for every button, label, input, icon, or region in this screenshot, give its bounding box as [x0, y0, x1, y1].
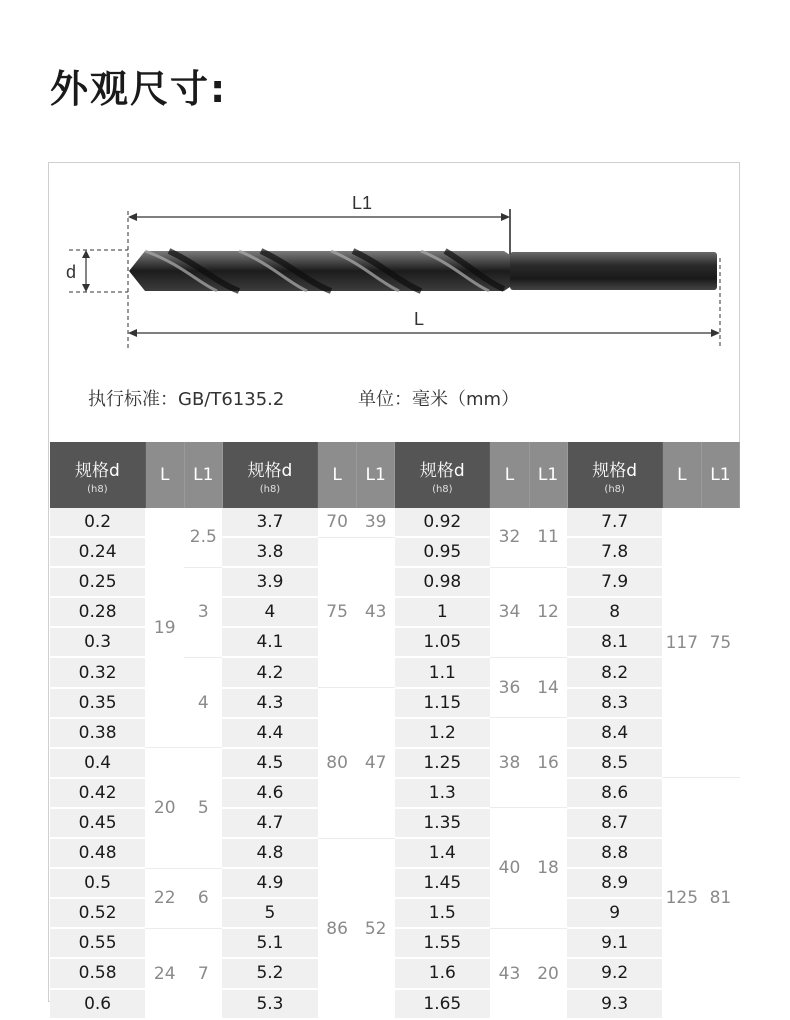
spec-d-cell: 8.2 [567, 657, 662, 687]
header-l: L [490, 442, 529, 508]
header-l: L [662, 442, 701, 508]
length-l-cell: 40 [490, 808, 529, 928]
length-l1-cell: 11 [529, 508, 567, 567]
spec-d-cell: 7.7 [567, 508, 662, 537]
spec-d-cell: 4.4 [222, 718, 317, 748]
spec-d-cell: 8.8 [567, 838, 662, 868]
length-l1-cell: 12 [529, 567, 567, 657]
length-l-cell: 19 [145, 508, 184, 748]
length-l-cell: 70 [318, 508, 357, 537]
spec-d-cell: 0.3 [50, 627, 145, 657]
spec-d-cell: 8.9 [567, 868, 662, 898]
spec-d-cell: 1.6 [395, 958, 490, 988]
table-row [50, 868, 740, 898]
length-l1-cell: 3 [184, 567, 222, 657]
table-row [50, 928, 740, 958]
length-l-cell: 20 [145, 748, 184, 868]
spec-d-cell: 0.92 [395, 508, 490, 537]
spec-d-cell: 1.15 [395, 688, 490, 718]
spec-d-cell: 8 [567, 597, 662, 627]
spec-d-cell: 4.3 [222, 688, 317, 718]
drill-bit-diagram [49, 163, 739, 378]
length-l-cell: 34 [490, 567, 529, 657]
page-title: 外观尺寸: [50, 67, 228, 111]
spec-d-cell: 0.95 [395, 537, 490, 567]
spec-d-cell: 0.42 [50, 778, 145, 808]
spec-d-cell: 0.35 [50, 688, 145, 718]
spec-d-cell: 7.8 [567, 537, 662, 567]
length-l1-cell: 5 [184, 748, 222, 868]
spec-d-cell: 0.98 [395, 567, 490, 597]
spec-d-cell: 8.5 [567, 748, 662, 778]
length-l1-cell: 6 [184, 868, 222, 928]
length-l-cell: 32 [490, 508, 529, 567]
header-l1: L1 [701, 442, 739, 508]
spec-d-cell: 0.38 [50, 718, 145, 748]
spec-d-cell: 0.58 [50, 958, 145, 988]
spec-d-cell: 0.2 [50, 508, 145, 537]
spec-table [50, 442, 740, 1020]
header-row [50, 442, 740, 508]
spec-d-cell: 8.7 [567, 808, 662, 838]
length-l-cell: 43 [490, 928, 529, 1018]
spec-d-cell: 1.25 [395, 748, 490, 778]
spec-d-cell: 8.4 [567, 718, 662, 748]
spec-d-cell: 1 [395, 597, 490, 627]
length-l1-cell: 2.5 [184, 508, 222, 567]
length-l1-cell: 16 [529, 718, 567, 808]
spec-d-cell: 5 [222, 898, 317, 928]
length-l1-cell: 75 [701, 508, 739, 778]
spec-d-cell: 1.45 [395, 868, 490, 898]
spec-d-cell: 4.6 [222, 778, 317, 808]
spec-d-cell: 8.1 [567, 627, 662, 657]
standard-text: 执行标准：GB/T6135.2 [88, 389, 285, 410]
spec-d-cell: 0.28 [50, 597, 145, 627]
spec-d-cell: 8.6 [567, 778, 662, 808]
spec-d-cell: 1.05 [395, 627, 490, 657]
header-l: L [318, 442, 357, 508]
d-label: d [65, 262, 77, 282]
length-l-cell: 80 [318, 688, 357, 838]
spec-d-cell: 3.9 [222, 567, 317, 597]
header-l1: L1 [357, 442, 395, 508]
spec-d-cell: 1.3 [395, 778, 490, 808]
spec-d-cell: 4.1 [222, 627, 317, 657]
l1-label: L1 [351, 193, 373, 213]
table-row [50, 508, 740, 537]
spec-d-cell: 0.4 [50, 748, 145, 778]
l-label: L [413, 309, 425, 329]
spec-d-cell: 4.8 [222, 838, 317, 868]
drill-shank [510, 252, 717, 290]
spec-d-cell: 9.2 [567, 958, 662, 988]
spec-d-cell: 5.1 [222, 928, 317, 958]
spec-d-cell: 4 [222, 597, 317, 627]
header-spec-d: 规格d (h8) [395, 442, 490, 508]
length-l-cell: 24 [145, 928, 184, 1018]
spec-d-cell: 0.6 [50, 989, 145, 1019]
length-l-cell: 86 [318, 838, 357, 1019]
spec-d-cell: 0.5 [50, 868, 145, 898]
length-l-cell: 117 [662, 508, 701, 778]
length-l1-cell: 4 [184, 657, 222, 747]
spec-d-cell: 4.7 [222, 808, 317, 838]
length-l1-cell: 7 [184, 928, 222, 1018]
header-l1: L1 [529, 442, 567, 508]
spec-d-cell: 4.9 [222, 868, 317, 898]
spec-d-cell: 1.5 [395, 898, 490, 928]
length-l1-cell: 39 [357, 508, 395, 537]
header-spec-d: 规格d (h8) [567, 442, 662, 508]
spec-d-cell: 5.3 [222, 989, 317, 1019]
spec-d-cell: 0.55 [50, 928, 145, 958]
table-row [50, 748, 740, 778]
spec-d-cell: 0.32 [50, 657, 145, 687]
spec-d-cell: 1.55 [395, 928, 490, 958]
spec-d-cell: 3.7 [222, 508, 317, 537]
spec-d-cell: 1.1 [395, 657, 490, 687]
length-l-cell: 38 [490, 718, 529, 808]
length-l1-cell: 81 [701, 778, 739, 1019]
length-l1-cell: 20 [529, 928, 567, 1018]
length-l1-cell: 47 [357, 688, 395, 838]
unit-text: 单位：毫米（mm） [358, 389, 520, 410]
length-l1-cell: 52 [357, 838, 395, 1019]
spec-d-cell: 0.45 [50, 808, 145, 838]
header-l1: L1 [184, 442, 222, 508]
spec-table-body [50, 508, 740, 1019]
header-l: L [145, 442, 184, 508]
spec-d-cell: 0.52 [50, 898, 145, 928]
spec-d-cell: 1.4 [395, 838, 490, 868]
length-l1-cell: 43 [357, 537, 395, 687]
length-l-cell: 22 [145, 868, 184, 928]
spec-d-cell: 9 [567, 898, 662, 928]
spec-d-cell: 1.65 [395, 989, 490, 1019]
spec-d-cell: 0.48 [50, 838, 145, 868]
spec-d-cell: 0.25 [50, 567, 145, 597]
length-l-cell: 36 [490, 657, 529, 717]
spec-d-cell: 4.2 [222, 657, 317, 687]
header-spec-d: 规格d (h8) [222, 442, 317, 508]
spec-d-cell: 7.9 [567, 567, 662, 597]
length-l1-cell: 18 [529, 808, 567, 928]
spec-d-cell: 4.5 [222, 748, 317, 778]
spec-d-cell: 5.2 [222, 958, 317, 988]
spec-d-cell: 9.1 [567, 928, 662, 958]
spec-d-cell: 0.24 [50, 537, 145, 567]
header-spec-d: 规格d (h8) [50, 442, 145, 508]
spec-d-cell: 1.2 [395, 718, 490, 748]
spec-d-cell: 9.3 [567, 989, 662, 1019]
length-l1-cell: 14 [529, 657, 567, 717]
spec-d-cell: 1.35 [395, 808, 490, 838]
length-l-cell: 75 [318, 537, 357, 687]
spec-d-cell: 3.8 [222, 537, 317, 567]
spec-d-cell: 8.3 [567, 688, 662, 718]
length-l-cell: 125 [662, 778, 701, 1019]
